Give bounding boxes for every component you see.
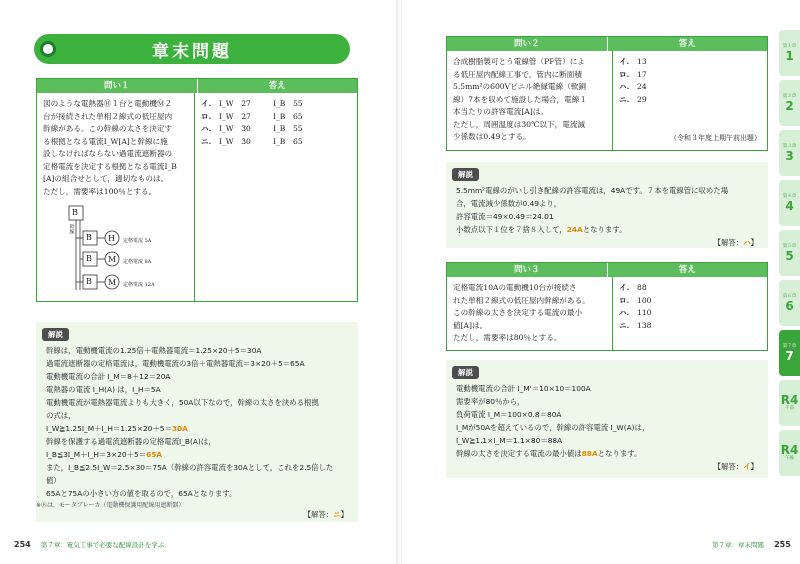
answer-2-label: 答え (678, 39, 696, 49)
running-head: 第７章：電気工事で必要な配線設計を学ぶ (40, 541, 165, 549)
exam-source-note: （令和３年度上期午前出題） (670, 134, 761, 142)
question-1-text: 図のような電熱器Ⓗ１台と電動機Ⓜ２ 台が接続された単相２線式の低圧屋内 幹線がある。この幹線の太さを決定す る根拠となる電流I_W[A]と幹線に施 設しなければならない過電流遮断器の 定格電流を決定する根拠となる電流I_B [A]の組合せとして，適切なものは。 ただし，需要率は100％とする。 B 幹線 B B B H M M 定格電流 5A 定格電流 8A 定格電流 12A (37, 93, 195, 301)
answer-line: 【解答：イ】 (713, 462, 758, 471)
circuit-diagram (43, 204, 188, 296)
question-2-label: 問い２ (447, 37, 608, 51)
page-number: 255 (774, 540, 791, 549)
tab-r4-am[interactable]: R4 午前 (779, 380, 800, 426)
highlight-value: 65A (146, 450, 163, 459)
page-number: 254 (14, 540, 31, 549)
tab-chapter-3[interactable]: 第３章 3 (779, 130, 800, 176)
question-2-box (446, 36, 768, 151)
option-ni: ニ. 138 (619, 320, 652, 330)
heater-icon: H (108, 234, 115, 243)
explanation-2: 解説 5.5mm²電線のがいし引き配線の許容電流は，49Aです。７本を電線管に収めた場 合，電流減少係数が0.49より， 許容電流＝49×0.49＝24.01 小数点以下１位を７捨８入して，24Aとなります。 【解答：ハ】 (446, 162, 768, 248)
answer-line: 【解答：ハ】 (713, 238, 758, 247)
highlight-value: 30A (171, 424, 188, 433)
option-i: イ. 13 (619, 57, 647, 66)
tab-r4-pm[interactable]: R4 午後 (779, 430, 800, 476)
question-3-label: 問い３ (447, 263, 608, 277)
answer-3-label: 答え (678, 265, 696, 275)
question-1-label: 問い１ (37, 79, 198, 93)
option-i: イ. 88 (619, 283, 647, 292)
question-1-box (36, 78, 358, 302)
chapter-title-banner (34, 34, 350, 64)
rating-2: 定格電流 8A (123, 259, 152, 265)
highlight-value: 24A (566, 225, 583, 234)
motor-breaker-label-3: B (86, 277, 92, 286)
tab-chapter-7[interactable]: 第７章 7 (779, 330, 800, 376)
answer-line: 【解答：ニ】 (303, 510, 348, 519)
option-ha: ハ. I_W 30 I_B 55 (201, 124, 303, 133)
motor-icon-2: M (108, 278, 117, 287)
answer-2-options (613, 51, 767, 150)
option-ha: ハ. 24 (619, 82, 647, 91)
answer-1-options (195, 93, 357, 301)
left-page (0, 0, 398, 564)
tab-chapter-2[interactable]: 第２章 2 (779, 80, 800, 126)
question-2-text: 合成樹脂製可とう電線管（PF管）によ る低圧屋内配線工事で，管内に断面積 5.5mm²の600Vビニル絶縁電線（軟銅 線）7本を収めて施設した場合，電線１ 本当たりの許容電流[A]は。 ただし，周囲温度は30℃以下，電流減 少係数は0.49とする。 (447, 51, 613, 150)
answer-1-label: 答え (268, 81, 286, 91)
chapter-title: 章末問題 (152, 42, 232, 62)
option-ro: ロ. I_W 27 I_B 65 (201, 111, 303, 121)
option-i: イ. I_W 27 I_B 55 (201, 99, 303, 108)
explanation-tag: 解説 (42, 328, 69, 341)
trunk-label: 幹線 (68, 224, 75, 234)
motor-icon-1: M (108, 255, 117, 264)
tab-chapter-1[interactable]: 第１章 1 (779, 30, 800, 76)
option-ha: ハ. 110 (619, 308, 652, 317)
rating-1: 定格電流 5A (123, 238, 152, 244)
motor-breaker-label-2: B (86, 254, 92, 263)
question-1-header (37, 79, 357, 93)
option-ro: ロ. 17 (619, 69, 647, 79)
right-page (402, 0, 800, 564)
main-breaker-label: B (72, 208, 78, 217)
question-3-text: 定格電流10Aの電動機10台が接続さ れた単相２線式の低圧屋内幹線がある。 この幹線の太さを決定する電流の最小 値[A]は。 ただし，需要率は80％とする。 (447, 277, 613, 350)
answer-3-options (613, 277, 767, 350)
explanation-3: 解説 電動機電流の合計 I_M'＝10×10＝100A 需要率が80％から， 負荷電流 I_M＝100×0.8＝80A I_Mが50Aを超えているので，幹線の許容電流 I_W(A)は， I_W≧1.1×I_M＝1.1×80＝88A 幹線の太さを決定する電流の最小値は88Aとなります。 【解答：イ】 (446, 360, 768, 478)
highlight-value: 88A (581, 449, 598, 458)
footnote: ※Ⓑは，モータブレーカ（電動機保護用配線用遮断器） (36, 502, 185, 509)
tab-chapter-4[interactable]: 第４章 4 (779, 180, 800, 226)
option-ni: ニ. 29 (619, 94, 647, 104)
option-ro: ロ. 100 (619, 295, 652, 305)
tab-chapter-5[interactable]: 第５章 5 (779, 230, 800, 276)
chapter-index-tabs (779, 30, 800, 480)
breaker-label-1: B (86, 233, 92, 242)
left-footer (14, 540, 164, 549)
explanation-1: 解説 幹線は，電動機電流の1.25倍＋電熱器電流＝1.25×20＋5＝30A 過電流遮断器の定格電流は，電動機電流の3倍＋電熱器電流＝3×20＋5＝65A 電動機電流の合計 I_M＝8＋12＝20A 電熱器の電流 I_H(A) は，I_H＝5A 電動機電流が電熱器電流よりも大きく，50A以下なので，幹線の太さを決める根拠 の式は， I_W≧1.25I_M＋I_H＝1.25×20＋5＝30A 幹線を保護する過電流遮断器の定格電流I_B(A)は， I_B≦3I_M＋I_H＝3×20＋5＝65A また，I_B≦2.5I_W＝2.5×30＝75A（幹線の許容電流を30Aとして，これを2.5倍した 値） 65Aと75Aの小さい方の値を取るので，65Aとなります。 【解答：ニ】 (36, 322, 358, 522)
running-head: 第７章：章末問題 (712, 541, 764, 549)
question-3-box (446, 262, 768, 351)
option-ni: ニ. I_W 30 I_B 65 (201, 136, 303, 146)
right-footer (712, 540, 791, 549)
rating-3: 定格電流 12A (123, 282, 155, 288)
tab-chapter-6[interactable]: 第６章 6 (779, 280, 800, 326)
